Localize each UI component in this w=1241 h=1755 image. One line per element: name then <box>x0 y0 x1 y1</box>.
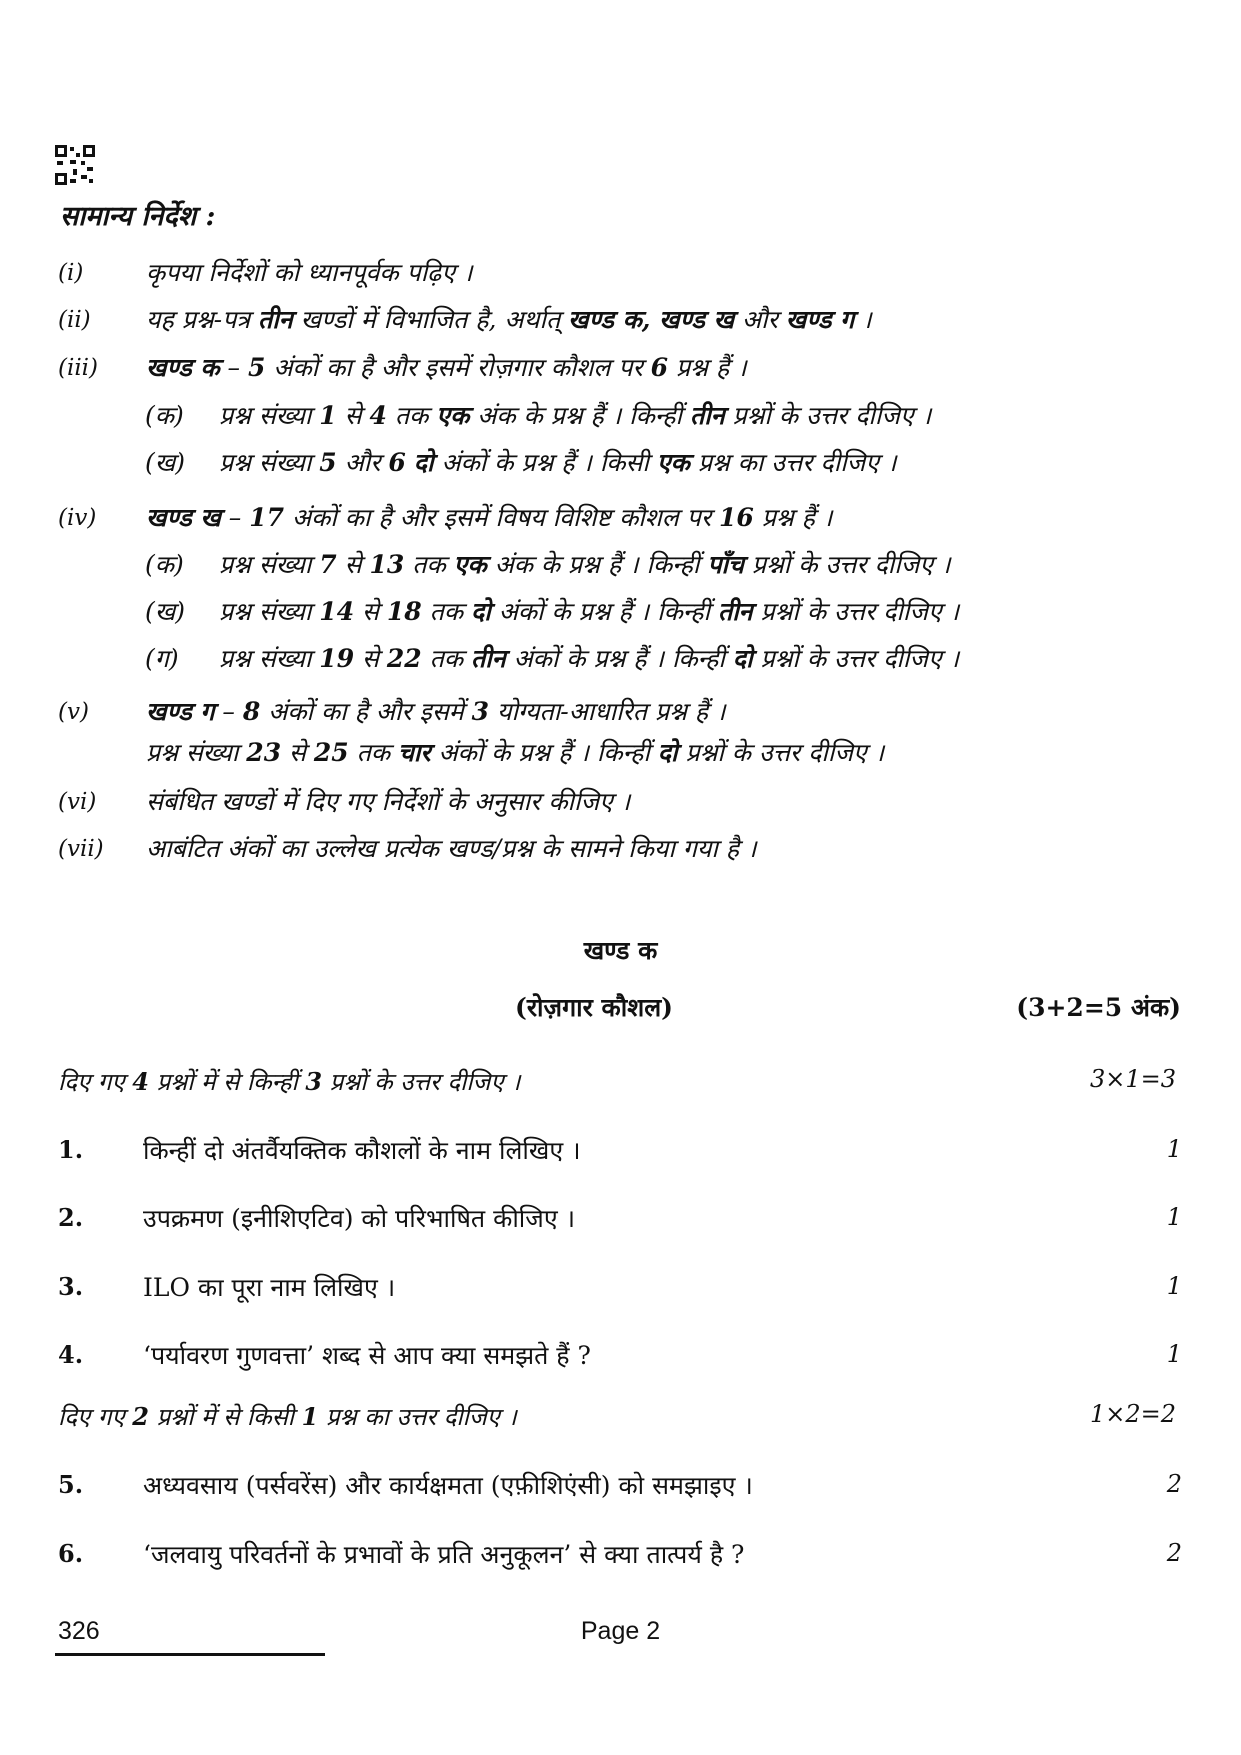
general-instructions-title: सामान्य निर्देश : <box>60 201 216 232</box>
item-text: खण्ड ग – 8 अंकों का है और इसमें 3 योग्यता-आधारित प्रश्न हैं । <box>146 697 726 726</box>
question-number: 3. <box>58 1272 84 1301</box>
question-marks: 1 <box>1166 1203 1182 1231</box>
question-text: अध्यवसाय (पर्सवरेंस) और कार्यक्षमता (एफ़ीशिएंसी) को समझाइए । <box>143 1471 753 1500</box>
item-text: खण्ड क – 5 अंकों का है और इसमें रोज़गार कौशल पर 6 प्रश्न हैं । <box>146 353 747 382</box>
question-marks: 1 <box>1166 1135 1182 1163</box>
paper-code: 326 <box>58 1617 100 1645</box>
question-text: ‘जलवायु परिवर्तनों के प्रभावों के प्रति अनुकूलन’ से क्या तात्पर्य है ? <box>143 1540 745 1569</box>
section-title: खण्ड क <box>583 936 658 965</box>
answer-instruction: दिए गए 2 प्रश्नों में से किसी 1 प्रश्न का उत्तर दीजिए । <box>58 1402 517 1431</box>
instruction-marks: 1×2=2 <box>1089 1400 1176 1428</box>
item-number: (vii) <box>58 836 104 862</box>
question-row <box>58 1468 1182 1502</box>
sub-instruction: (क) प्रश्न संख्या 1 से 4 तक एक अंक के प्रश्न हैं । किन्हीं तीन प्रश्नों के उत्तर दीजिए । <box>145 401 932 430</box>
item-number: (iii) <box>58 355 99 381</box>
question-row <box>58 1201 1182 1235</box>
page-number: Page 2 <box>580 1617 661 1645</box>
question-row <box>58 1338 1182 1372</box>
question-number: 4. <box>58 1340 84 1369</box>
question-row <box>58 1537 1182 1571</box>
question-marks: 2 <box>1166 1470 1182 1498</box>
section-subtitle: (रोज़गार कौशल) <box>515 993 674 1022</box>
question-number: 2. <box>58 1203 84 1232</box>
sub-instruction: (क) प्रश्न संख्या 7 से 13 तक एक अंक के प्रश्न हैं । किन्हीं पाँच प्रश्नों के उत्तर दीजिए । <box>145 550 951 579</box>
section-marks: (3+2=5 अंक) <box>1016 993 1181 1022</box>
question-number: 6. <box>58 1539 84 1568</box>
item-number: (iv) <box>58 505 97 531</box>
sub-instruction: (ख) प्रश्न संख्या 14 से 18 तक दो अंकों के प्रश्न हैं । किन्हीं तीन प्रश्नों के उत्तर दीजिए । <box>145 597 960 626</box>
question-text: ILO का पूरा नाम लिखिए । <box>143 1273 396 1302</box>
question-marks: 2 <box>1166 1539 1182 1567</box>
question-marks: 1 <box>1166 1340 1182 1368</box>
question-row <box>58 1133 1182 1167</box>
item-text: आबंटित अंकों का उल्लेख प्रत्येक खण्ड/प्रश्न के सामने किया गया है । <box>146 834 757 863</box>
item-number: (ii) <box>58 307 91 333</box>
question-text: उपक्रमण (इनीशिएटिव) को परिभाषित कीजिए । <box>143 1204 576 1233</box>
item-number: (v) <box>58 699 89 725</box>
question-row <box>58 1270 1182 1304</box>
sub-instruction: प्रश्न संख्या 23 से 25 तक चार अंकों के प्रश्न हैं । किन्हीं दो प्रश्नों के उत्तर दीजिए । <box>146 738 885 767</box>
question-number: 1. <box>58 1135 84 1164</box>
item-number: (i) <box>58 260 84 286</box>
item-text: खण्ड ख – 17 अंकों का है और इसमें विषय विशिष्ट कौशल पर 16 प्रश्न हैं । <box>146 503 833 532</box>
item-text: यह प्रश्न-पत्र तीन खण्डों में विभाजित है, अर्थात् खण्ड क, खण्ड ख और खण्ड ग । <box>146 305 872 334</box>
instruction-marks: 3×1=3 <box>1089 1065 1176 1093</box>
question-text: ‘पर्यावरण गुणवत्ता’ शब्द से आप क्या समझते हैं ? <box>143 1341 591 1370</box>
sub-instruction: (ख) प्रश्न संख्या 5 और 6 दो अंकों के प्रश्न हैं । किसी एक प्रश्न का उत्तर दीजिए । <box>145 448 897 477</box>
question-text: किन्हीं दो अंतर्वैयक्तिक कौशलों के नाम लिखिए । <box>143 1136 581 1165</box>
item-text: कृपया निर्देशों को ध्यानपूर्वक पढ़िए । <box>146 258 473 287</box>
item-number: (vi) <box>58 789 97 815</box>
question-marks: 1 <box>1166 1272 1182 1300</box>
question-number: 5. <box>58 1470 84 1499</box>
sub-instruction: (ग) प्रश्न संख्या 19 से 22 तक तीन अंकों के प्रश्न हैं । किन्हीं दो प्रश्नों के उत्तर दीजिए । <box>145 644 960 673</box>
footer-rule <box>55 1653 325 1656</box>
item-text: संबंधित खण्डों में दिए गए निर्देशों के अनुसार कीजिए । <box>146 787 631 816</box>
answer-instruction: दिए गए 4 प्रश्नों में से किन्हीं 3 प्रश्नों के उत्तर दीजिए । <box>58 1067 521 1096</box>
qr-code-icon <box>55 145 95 185</box>
